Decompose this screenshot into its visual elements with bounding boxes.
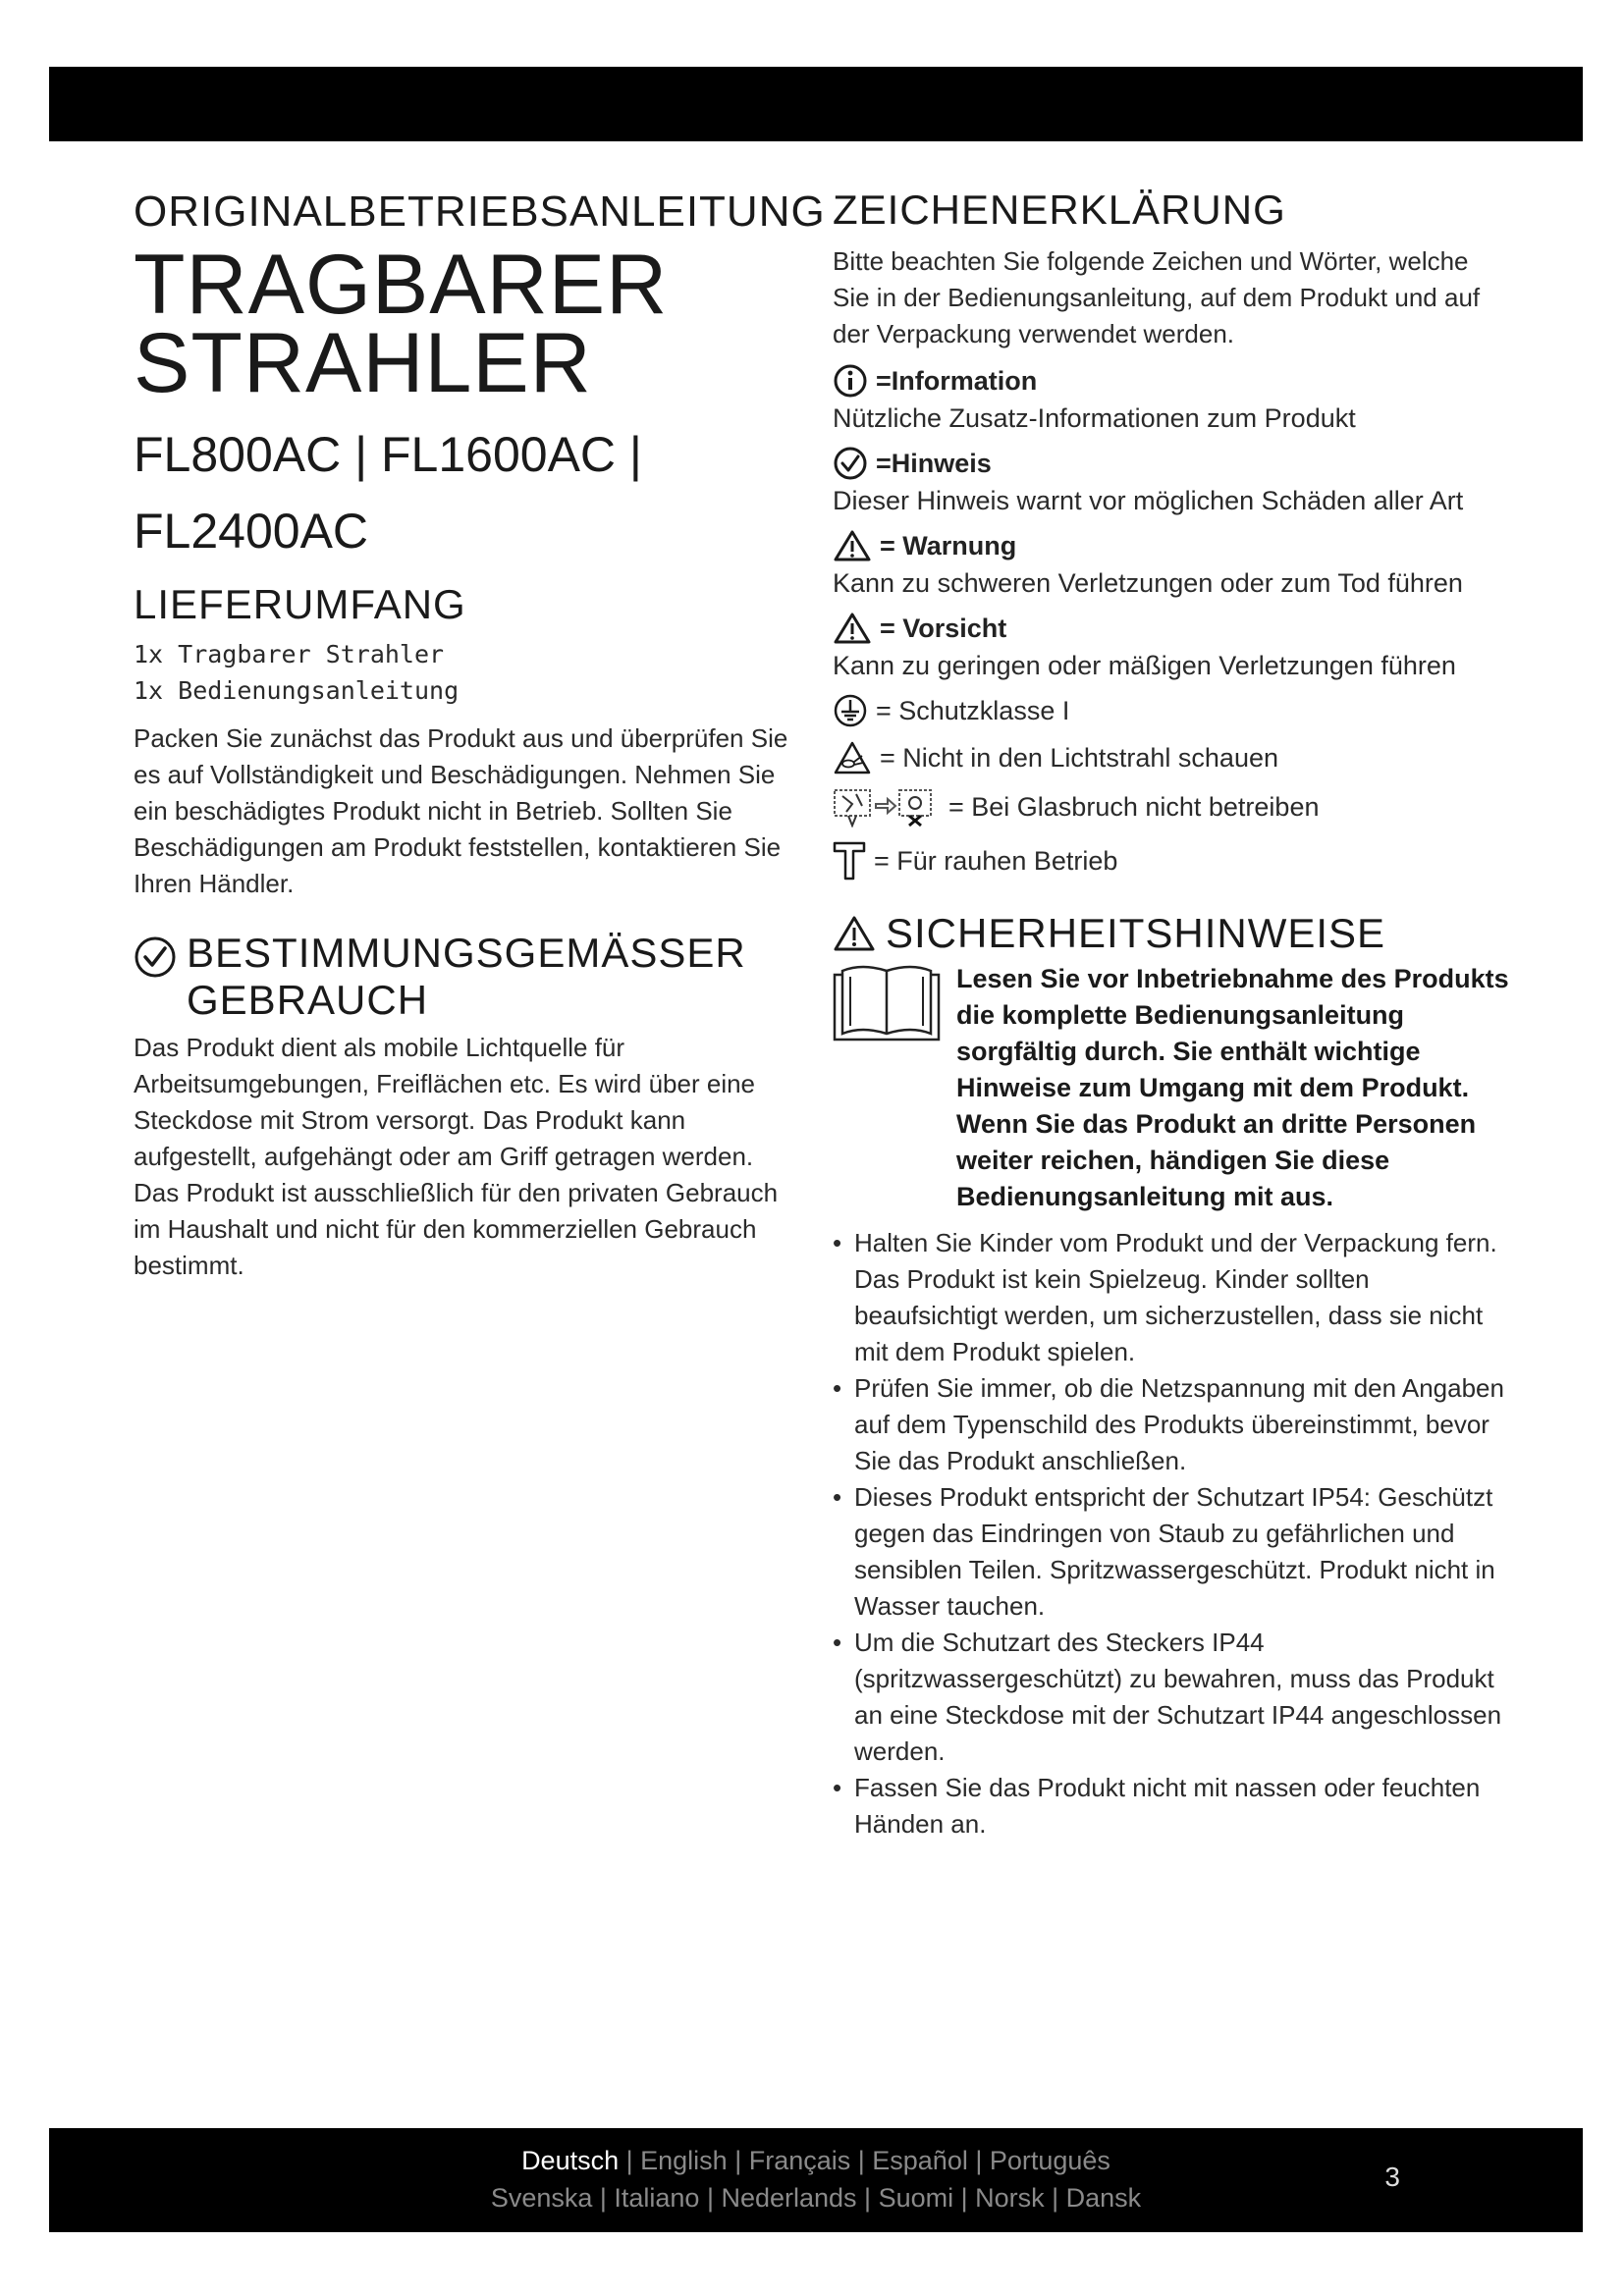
lang-list-row-2[interactable]: Svenska | Italiano | Nederlands | Suomi | Norsk | Dansk <box>490 2183 1142 2213</box>
ground-circle-icon <box>833 693 868 728</box>
safety-intro: Lesen Sie vor Inbetriebnahme des Produkts die komplette Bedienungsanleitung sorgfältig durch. Sie enthält wichtige Hinweise zum Umgang mit dem Produkt. Wenn Sie das Produkt an dritte Personen weiter reichen, händigen Sie diese Bedienungsanleitung mit aus. <box>956 964 1509 1211</box>
scope-item: 1x Tragbarer Strahler <box>134 640 445 668</box>
caution-label: = Vorsicht <box>880 614 1007 643</box>
check-circle-icon <box>833 446 868 481</box>
use-heading-line-2: GEBRAUCH <box>187 977 429 1023</box>
info-desc: Nützliche Zusatz-Informationen zum Produkt <box>833 403 1356 433</box>
warning-triangle-icon <box>833 612 872 645</box>
symbols-intro: Bitte beachten Sie folgende Zeichen und Wörter, welche Sie in der Bedienungsanleitung, auf dem Produkt und auf der Verpackung verwendet werden. <box>833 246 1481 348</box>
header-bar <box>49 67 1583 141</box>
symbol-rough-service <box>833 841 1510 881</box>
lang-list-row-1[interactable]: | English | Français | Español | Português <box>619 2146 1110 2175</box>
safety-bullet-list <box>833 1225 1510 1842</box>
footer-bar <box>49 2128 1583 2232</box>
warning-triangle-icon <box>833 529 872 562</box>
use-text-2: Das Produkt ist ausschließlich für den privaten Gebrauch im Haushalt und nicht für den kommerziellen Gebrauch bestimmt. <box>134 1178 779 1280</box>
title-line-2: STRAHLER <box>134 316 592 410</box>
glass-break-icon <box>833 786 941 828</box>
rough-label: = Für rauhen Betrieb <box>874 846 1118 876</box>
safety-heading-row <box>833 910 1510 957</box>
symbol-protection-class <box>833 692 1510 729</box>
symbols-heading: ZEICHENERKLÄRUNG <box>833 187 1286 233</box>
list-item: • Um die Schutzart des Steckers IP44 (spritzwassergeschützt) zu bewahren, muss das Produkt an eine Steckdose mit der Schutzart IP44 angeschlossen werden. <box>833 1628 1502 1766</box>
symbol-glass-break <box>833 786 1510 828</box>
note-desc: Dieser Hinweis warnt vor möglichen Schäden aller Art <box>833 486 1464 515</box>
symbol-caution <box>833 610 1510 647</box>
warning-desc: Kann zu schweren Verletzungen oder zum Tod führen <box>833 568 1463 598</box>
caution-desc: Kann zu geringen oder mäßigen Verletzungen führen <box>833 651 1456 680</box>
page-number: 3 <box>1384 2162 1400 2192</box>
info-icon <box>833 363 868 399</box>
read-manual-book-icon <box>833 961 941 1215</box>
warning-triangle-icon <box>833 915 876 952</box>
check-circle-icon <box>134 935 177 979</box>
rough-service-t-icon <box>833 841 866 881</box>
safety-intro-block <box>833 961 1510 1215</box>
symbol-info <box>833 362 1510 400</box>
lang-active[interactable]: Deutsch <box>521 2146 620 2175</box>
symbol-note <box>833 445 1510 482</box>
list-item: • Halten Sie Kinder vom Produkt und der Verpackung fern. Das Produkt ist kein Spielzeug. Kinder sollten beaufsichtigt werden, um sicherzustellen, dass sie nicht mit dem Produkt spielen. <box>833 1228 1497 1366</box>
document-kicker: ORIGINALBETRIEBSANLEITUNG <box>134 187 826 236</box>
note-label: =Hinweis <box>876 449 992 478</box>
class-label: = Schutzklasse I <box>876 696 1070 725</box>
symbol-warning <box>833 527 1510 564</box>
left-column <box>134 187 826 1284</box>
scope-heading: LIEFERUMFANG <box>134 581 466 627</box>
info-label: =Information <box>876 366 1038 396</box>
safety-heading: SICHERHEITSHINWEISE <box>886 910 1386 956</box>
beam-label: = Nicht in den Lichtstrahl schauen <box>880 743 1278 773</box>
model-line-1: FL800AC | FL1600AC | <box>134 427 642 482</box>
glass-label: = Bei Glasbruch nicht betreiben <box>948 792 1320 822</box>
no-look-beam-icon <box>833 740 872 775</box>
document-title <box>134 238 801 410</box>
use-heading <box>134 930 801 1024</box>
list-item: • Fassen Sie das Produkt nicht mit nassen oder feuchten Händen an. <box>833 1773 1481 1839</box>
scope-text: Packen Sie zunächst das Produkt aus und überprüfen Sie es auf Vollständigkeit und Beschädigungen. Nehmen Sie ein beschädigtes Produkt nicht in Betrieb. Sollten Sie Beschädigungen am Produkt feststellen, kontaktieren Sie Ihren Händler. <box>134 723 788 898</box>
list-item: • Dieses Produkt entspricht der Schutzart IP54: Geschützt gegen das Eindringen von Staub zu gefährlichen und sensiblen Teilen. Spritzwassergeschützt. Produkt nicht in Wasser tauchen. <box>833 1482 1495 1621</box>
right-column <box>833 187 1510 1842</box>
language-selector <box>49 2142 1583 2216</box>
warning-label: = Warnung <box>880 531 1017 561</box>
list-item: • Prüfen Sie immer, ob die Netzspannung mit den Angaben auf dem Typenschild des Produkts übereinstimmt, bevor Sie das Produkt anschließen. <box>833 1373 1504 1475</box>
symbol-beam <box>833 739 1510 776</box>
title-line-1: TRAGBARER <box>134 238 669 332</box>
model-line-2: FL2400AC <box>134 504 369 559</box>
use-heading-line-1: BESTIMMUNGSGEMÄSSER <box>187 930 746 976</box>
scope-item: 1x Bedienungsanleitung <box>134 676 460 705</box>
use-text-1: Das Produkt dient als mobile Lichtquelle für Arbeitsumgebungen, Freiflächen etc. Es wird über eine Steckdose mit Strom versorgt. Das Produkt kann aufgestellt, aufgehängt oder am Griff getragen werden. <box>134 1033 756 1171</box>
